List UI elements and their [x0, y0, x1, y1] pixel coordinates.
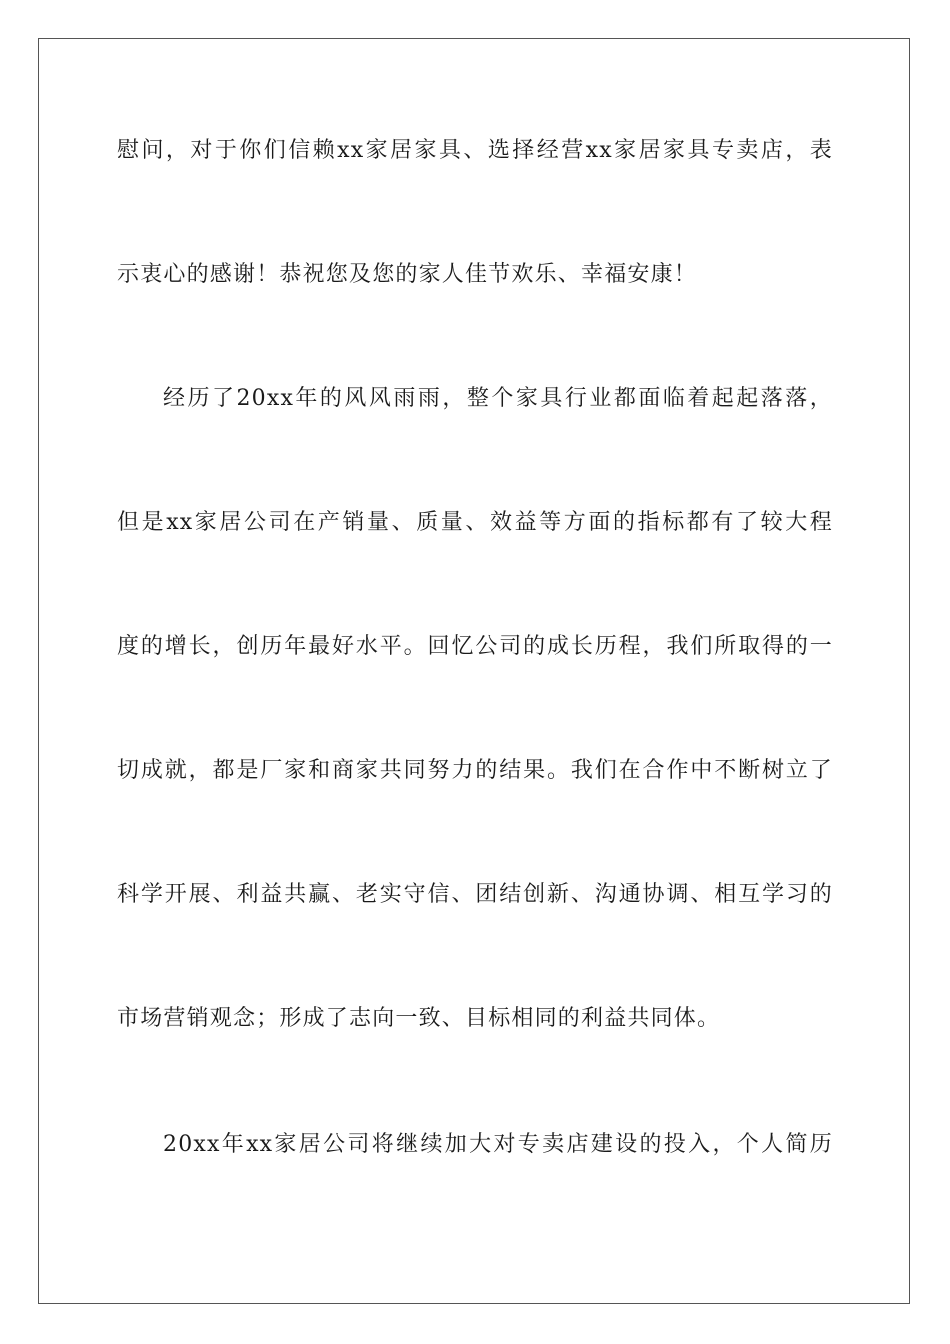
text-line-9: 20xx年xx家居公司将继续加大对专卖店建设的投入，个人简历: [163, 1132, 833, 1157]
text-line-1: 慰问，对于你们信赖xx家居家具、选择经营xx家居家具专卖店，表: [117, 138, 833, 163]
text-line-3: 经历了20xx年的风风雨雨，整个家具行业都面临着起起落落，: [163, 386, 833, 411]
text-line-8: 市场营销观念；形成了志向一致、目标相同的利益共同体。: [117, 1006, 721, 1031]
text-line-4: 但是xx家居公司在产销量、质量、效益等方面的指标都有了较大程: [117, 510, 833, 535]
text-line-5: 度的增长，创历年最好水平。回忆公司的成长历程，我们所取得的一: [117, 634, 833, 659]
text-line-2: 示衷心的感谢！恭祝您及您的家人佳节欢乐、幸福安康！: [117, 262, 698, 287]
text-line-6: 切成就，都是厂家和商家共同努力的结果。我们在合作中不断树立了: [117, 758, 833, 783]
page-frame: [38, 38, 910, 1304]
text-line-7: 科学开展、利益共赢、老实守信、团结创新、沟通协调、相互学习的: [117, 882, 833, 907]
